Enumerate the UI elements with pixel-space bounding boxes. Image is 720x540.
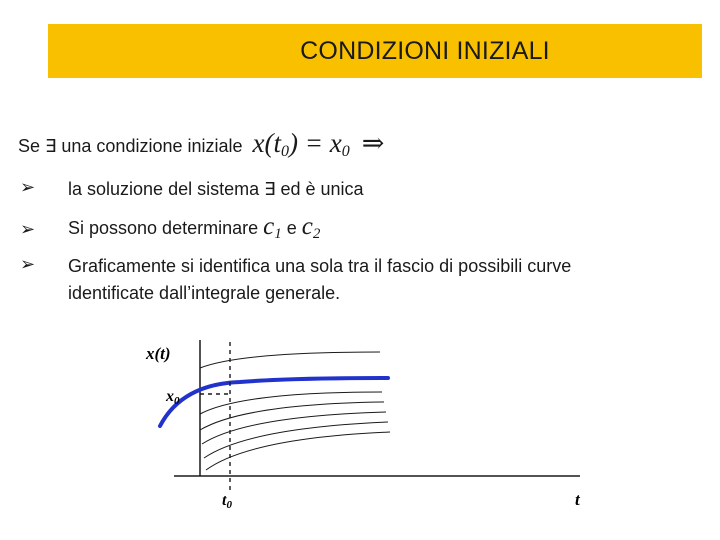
c-letter: c — [263, 213, 275, 240]
arrow-bullet-icon: ➢ — [20, 254, 36, 275]
arrow-bullet-icon: ➢ — [20, 219, 36, 240]
solution-curves-graph — [140, 330, 600, 520]
curve-family-6 — [204, 422, 388, 458]
intro-text: Se ∃ una condizione iniziale — [18, 136, 243, 156]
title-bar — [48, 24, 702, 78]
bullet-text: la soluzione del sistema ∃ ed è unica — [68, 179, 364, 199]
particular-solution-curve — [160, 378, 388, 426]
c-sub-1: 1 — [274, 226, 282, 242]
t-axis-label: t — [575, 490, 580, 509]
curve-family-7 — [206, 432, 390, 470]
formula-sub: 0 — [281, 143, 290, 160]
bullet-text-line2: identificate dall’integrale generale. — [68, 283, 341, 303]
arrow-bullet-icon: ➢ — [20, 177, 36, 198]
y-axis-label: x(t) — [146, 344, 171, 363]
x0-label: x0 — [166, 388, 180, 407]
formula-mid: ) = x — [289, 128, 342, 158]
conjunction: e — [281, 218, 302, 238]
slide-title: CONDIZIONI INIZIALI — [300, 36, 550, 65]
formula-lhs: x(t — [252, 128, 282, 158]
t0-label: t0 — [222, 492, 232, 511]
implies-arrow: ⇒ — [361, 128, 385, 158]
c1-variable — [263, 213, 282, 240]
bullet-text-line1: Graficamente si identifica una sola tra il fascio di possibili curve — [68, 256, 572, 276]
c-sub-2: 2 — [312, 226, 321, 242]
intro-line — [18, 128, 384, 161]
bullet-prefix: Si possono determinare — [68, 218, 264, 238]
bullet-text — [68, 214, 320, 247]
c-letter: c — [301, 213, 313, 240]
curve-family-1 — [200, 352, 380, 368]
curve-family-4 — [200, 402, 384, 430]
initial-condition-formula — [253, 128, 385, 158]
c2-variable — [302, 213, 321, 240]
formula-sub2: 0 — [341, 143, 350, 160]
